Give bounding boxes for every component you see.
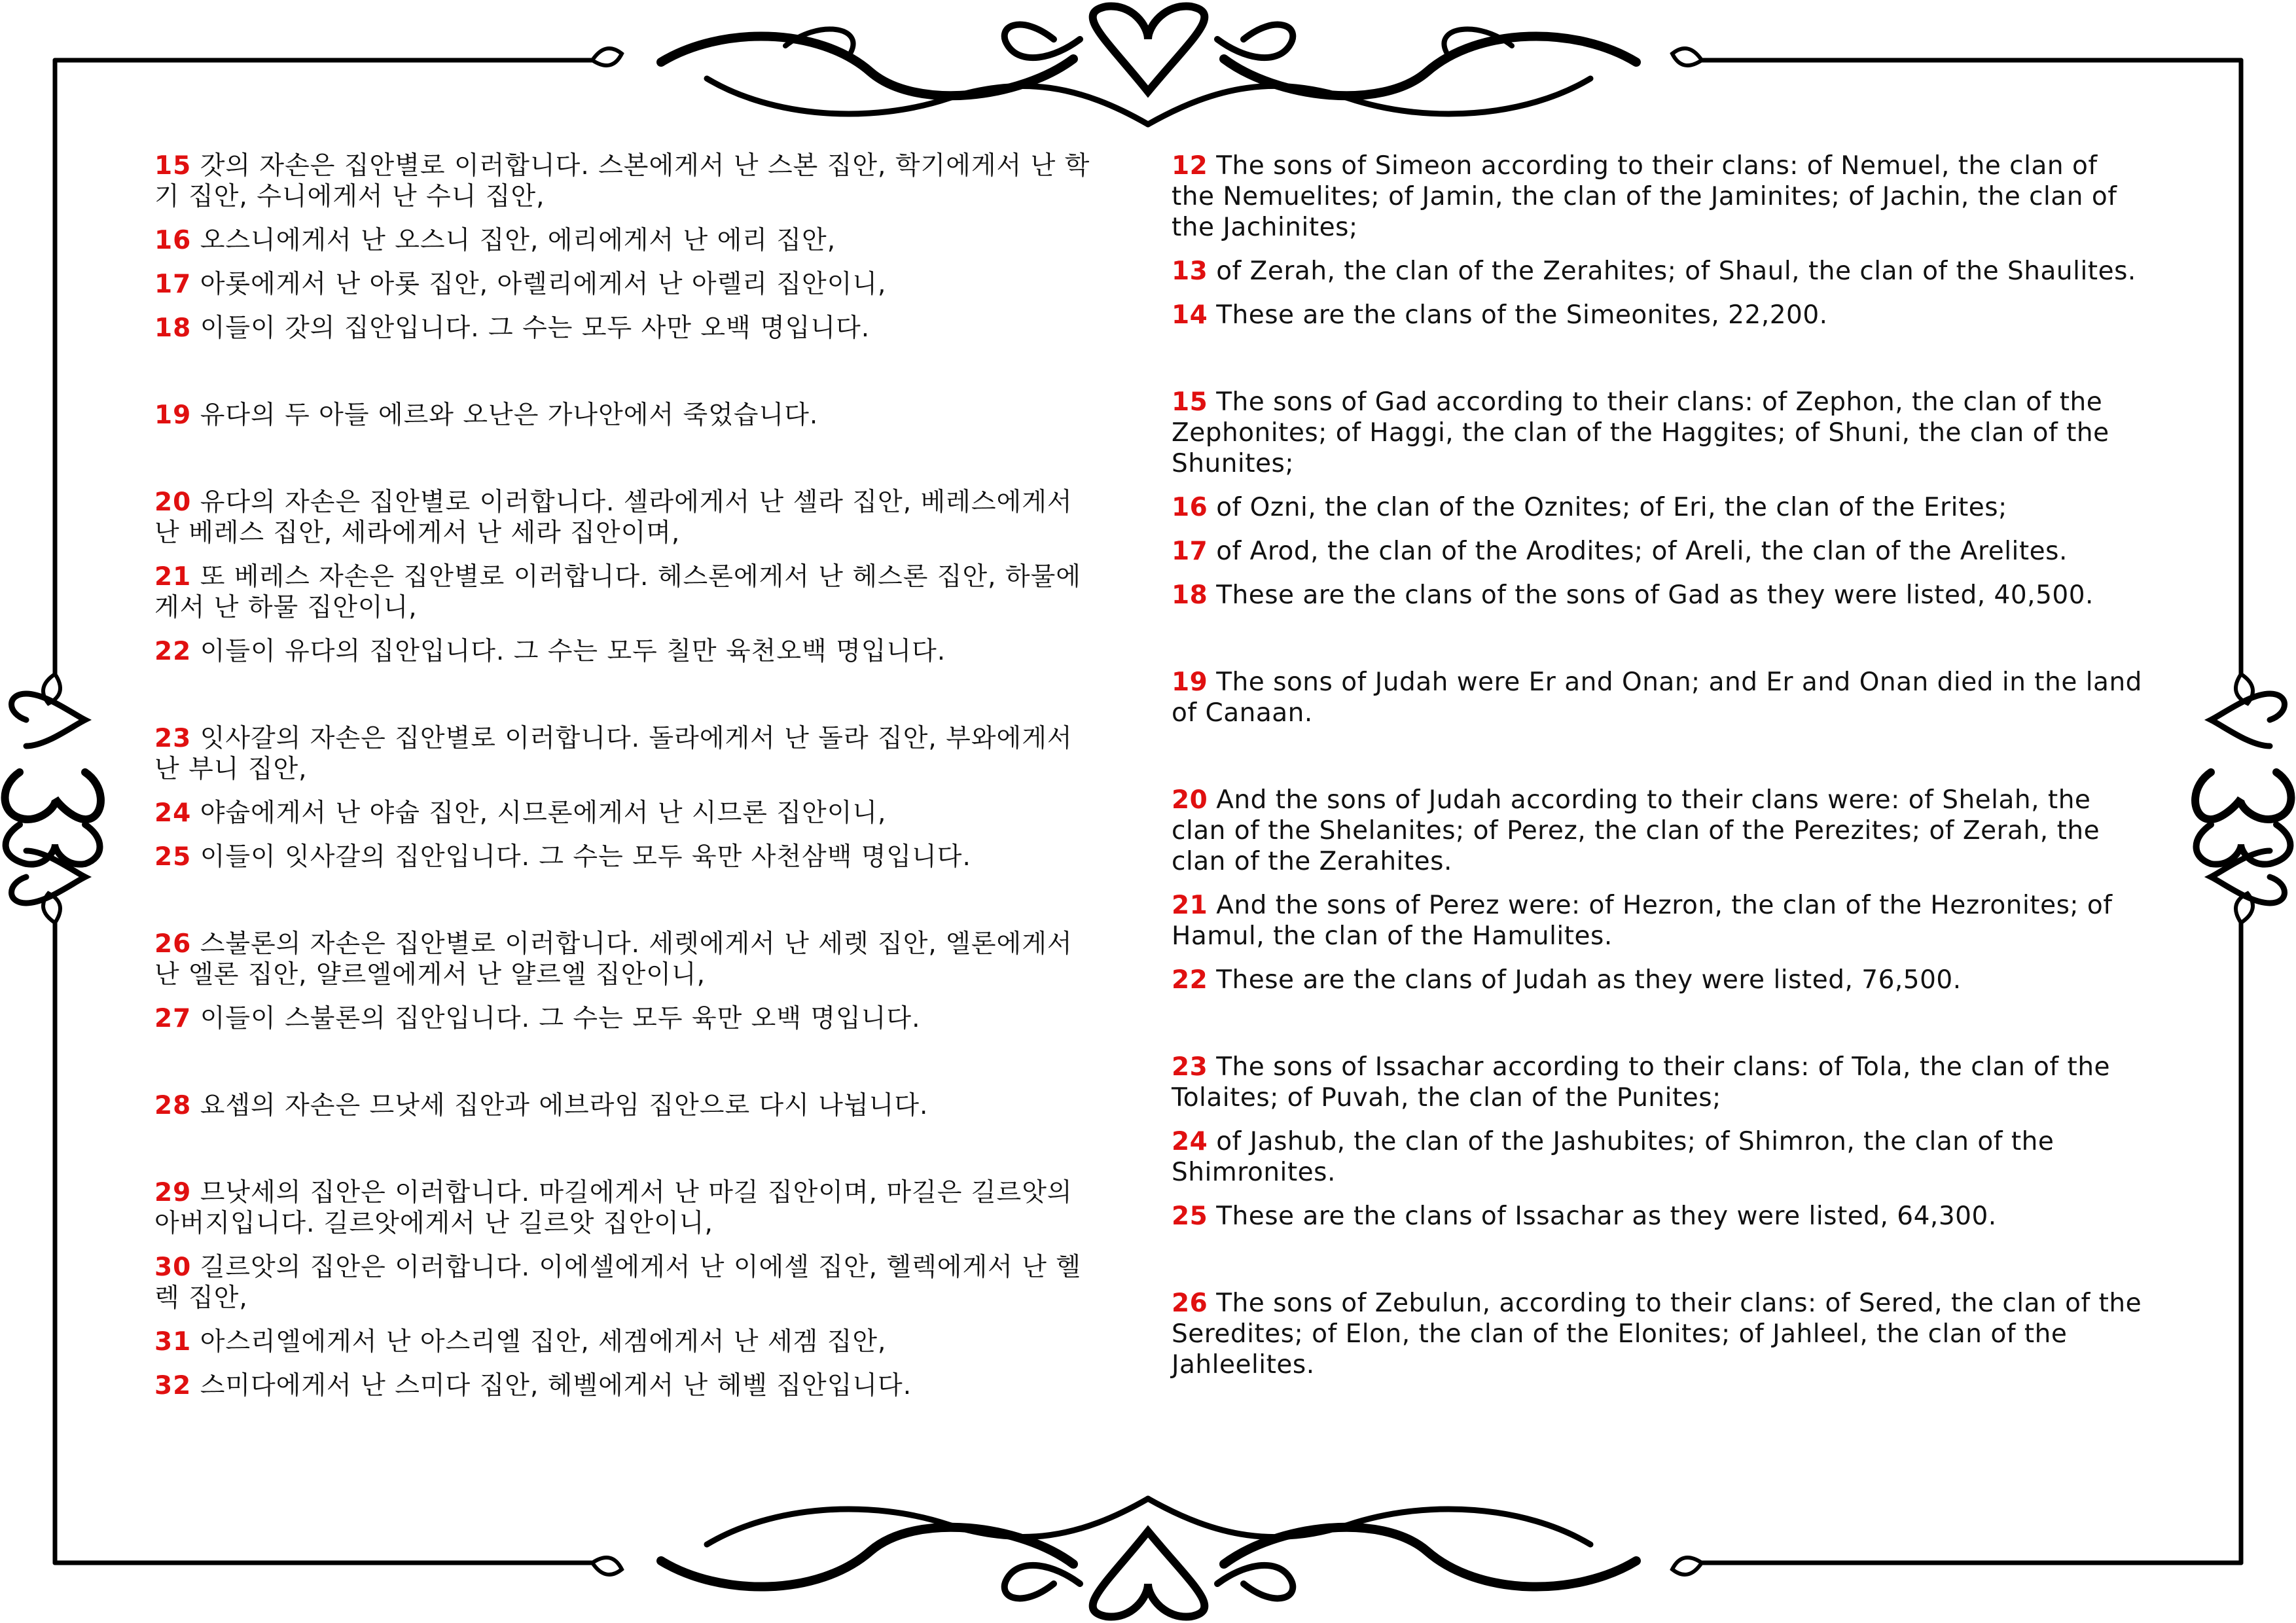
- verse-ko-24: [154, 798, 1097, 829]
- verse-text: 스불론의 자손은 집안별로 이러합니다. 세렛에게서 난 세렛 집안, 엘론에게서 난 엘론 집안, 얄르엘에게서 난 얄르엘 집안이니,: [154, 929, 1073, 990]
- left-flourish: [5, 674, 101, 923]
- verse-text: The sons of Judah were Er and Onan; and Er and Onan died in the land of Canaan.: [1172, 668, 2142, 728]
- verse-text: 오스니에게서 난 오스니 집안, 에리에게서 난 에리 집안,: [200, 226, 836, 255]
- verse-number: 24: [1172, 1127, 1208, 1156]
- verse-number: 30: [154, 1253, 192, 1282]
- verse-number: 16: [154, 226, 192, 255]
- english-column: [1172, 151, 2147, 1380]
- verse-number: 23: [154, 724, 192, 753]
- verse-en-20: [1172, 785, 2147, 877]
- verse-ko-30: [154, 1252, 1097, 1313]
- top-flourish: [592, 7, 1702, 124]
- verse-number: 23: [1172, 1052, 1208, 1082]
- verse-number: 20: [1172, 785, 1208, 815]
- verse-en-13: [1172, 256, 2147, 287]
- verse-ko-27: [154, 1003, 1097, 1034]
- verse-ko-19: [154, 400, 1097, 431]
- verse-en-21: [1172, 890, 2147, 952]
- verse-text: 이들이 잇사갈의 집안입니다. 그 수는 모두 육만 사천삼백 명입니다.: [200, 842, 971, 872]
- verse-ko-17: [154, 269, 1097, 300]
- verse-number: 24: [154, 798, 192, 828]
- verse-text: 아스리엘에게서 난 아스리엘 집안, 세겜에게서 난 세겜 집안,: [200, 1327, 887, 1357]
- verse-text: 길르앗의 집안은 이러합니다. 이에셀에게서 난 이에셀 집안, 헬렉에게서 난 헬렉 집안,: [154, 1253, 1081, 1313]
- verse-number: 20: [154, 488, 192, 517]
- verse-text: And the sons of Judah according to their clans were: of Shelah, the clan of the Shelanites; of Perez, the clan of the Perezites; of Zerah, the clan of the Zerahites.: [1172, 785, 2100, 876]
- verse-ko-23: [154, 723, 1097, 785]
- verse-text: The sons of Zebulun, according to their clans: of Sered, the clan of the Seredites; of Elon, the clan of the Elonites; of Jahleel, the clan of the Jahleelites.: [1172, 1289, 2142, 1380]
- verse-text: 잇사갈의 자손은 집안별로 이러합니다. 돌라에게서 난 돌라 집안, 부와에게서 난 부니 집안,: [154, 724, 1073, 784]
- verse-number: 27: [154, 1004, 192, 1033]
- verse-en-14: [1172, 300, 2147, 330]
- verse-number: 16: [1172, 493, 1208, 522]
- verse-text: of Jashub, the clan of the Jashubites; of Shimron, the clan of the Shimronites.: [1172, 1127, 2054, 1187]
- verse-number: 17: [1172, 537, 1208, 566]
- verse-number: 22: [154, 637, 192, 666]
- verse-number: 15: [154, 151, 192, 181]
- verse-en-26: [1172, 1288, 2147, 1380]
- verse-ko-20: [154, 487, 1097, 548]
- verse-ko-29: [154, 1177, 1097, 1239]
- verse-number: 14: [1172, 300, 1208, 330]
- verse-text: The sons of Simeon according to their clans: of Nemuel, the clan of the Nemuelites; of Jamin, the clan of the Jaminites; of Jachin, the clan of the Jachinites;: [1172, 151, 2117, 242]
- verse-text: 유다의 두 아들 에르와 오난은 가나안에서 죽었습니다.: [200, 401, 819, 430]
- verse-text: 이들이 스불론의 집안입니다. 그 수는 모두 육만 오백 명입니다.: [200, 1004, 921, 1033]
- verse-en-22: [1172, 965, 2147, 995]
- verse-text: These are the clans of the sons of Gad as they were listed, 40,500.: [1216, 580, 2094, 610]
- verse-en-23: [1172, 1052, 2147, 1113]
- verse-en-19: [1172, 667, 2147, 728]
- verse-number: 31: [154, 1327, 192, 1357]
- verse-text: 또 베레스 자손은 집안별로 이러합니다. 헤스론에게서 난 헤스론 집안, 하물에게서 난 하물 집안이니,: [154, 562, 1081, 622]
- verse-number: 18: [1172, 580, 1208, 610]
- verse-text: The sons of Issachar according to their clans: of Tola, the clan of the Tolaites; of Puvah, the clan of the Punites;: [1172, 1052, 2111, 1113]
- verse-ko-28: [154, 1090, 1097, 1121]
- verse-text: 갓의 자손은 집안별로 이러합니다. 스본에게서 난 스본 집안, 학기에게서 난 학기 집안, 수니에게서 난 수니 집안,: [154, 151, 1090, 211]
- verse-text: 므낫세의 집안은 이러합니다. 마길에게서 난 마길 집안이며, 마길은 길르앗의 아버지입니다. 길르앗에게서 난 길르앗 집안이니,: [154, 1178, 1073, 1238]
- verse-text: 야숩에게서 난 야숩 집안, 시므론에게서 난 시므론 집안이니,: [200, 798, 887, 828]
- verse-number: 17: [154, 270, 192, 299]
- verse-en-17: [1172, 536, 2147, 567]
- verse-text: These are the clans of Issachar as they were listed, 64,300.: [1216, 1202, 1997, 1231]
- verse-number: 22: [1172, 965, 1208, 995]
- verse-number: 32: [154, 1371, 192, 1400]
- verse-text: of Zerah, the clan of the Zerahites; of Shaul, the clan of the Shaulites.: [1216, 257, 2136, 286]
- verse-text: 아롯에게서 난 아롯 집안, 아렐리에게서 난 아렐리 집안이니,: [200, 270, 887, 299]
- verse-en-24: [1172, 1126, 2147, 1188]
- verse-number: 21: [154, 562, 192, 592]
- verse-ko-32: [154, 1370, 1097, 1401]
- verse-number: 19: [154, 401, 192, 430]
- bottom-flourish: [592, 1499, 1702, 1616]
- verse-ko-15: [154, 151, 1097, 212]
- verse-number: 21: [1172, 891, 1208, 920]
- right-flourish: [2195, 674, 2291, 923]
- verse-number: 15: [1172, 387, 1208, 417]
- verse-ko-18: [154, 313, 1097, 344]
- verse-number: 25: [154, 842, 192, 872]
- verse-text: of Arod, the clan of the Arodites; of Areli, the clan of the Arelites.: [1216, 537, 2068, 566]
- verse-ko-22: [154, 636, 1097, 667]
- verse-en-16: [1172, 492, 2147, 523]
- verse-text: 스미다에게서 난 스미다 집안, 헤벨에게서 난 헤벨 집안입니다.: [200, 1371, 912, 1400]
- verse-ko-16: [154, 225, 1097, 256]
- verse-number: 13: [1172, 257, 1208, 286]
- verse-text: And the sons of Perez were: of Hezron, the clan of the Hezronites; of Hamul, the clan of the Hamulites.: [1172, 891, 2113, 951]
- verse-en-18: [1172, 580, 2147, 611]
- verse-ko-21: [154, 562, 1097, 623]
- verse-en-25: [1172, 1201, 2147, 1232]
- verse-text: These are the clans of the Simeonites, 22,200.: [1216, 300, 1828, 330]
- verse-number: 19: [1172, 668, 1208, 697]
- verse-ko-26: [154, 929, 1097, 990]
- verse-text: 이들이 유다의 집안입니다. 그 수는 모두 칠만 육천오백 명입니다.: [200, 637, 946, 666]
- verse-en-15: [1172, 387, 2147, 479]
- verse-ko-31: [154, 1327, 1097, 1357]
- korean-column: [154, 151, 1097, 1401]
- verse-ko-25: [154, 842, 1097, 872]
- verse-text: 이들이 갓의 집안입니다. 그 수는 모두 사만 오백 명입니다.: [200, 313, 870, 343]
- verse-number: 18: [154, 313, 192, 343]
- verse-number: 29: [154, 1178, 192, 1207]
- verse-number: 26: [154, 929, 192, 959]
- verse-text: 요셉의 자손은 므낫세 집안과 에브라임 집안으로 다시 나뉩니다.: [200, 1091, 929, 1120]
- verse-text: These are the clans of Judah as they were listed, 76,500.: [1216, 965, 1962, 995]
- verse-text: of Ozni, the clan of the Oznites; of Eri, the clan of the Erites;: [1216, 493, 2007, 522]
- verse-number: 25: [1172, 1202, 1208, 1231]
- verse-text: The sons of Gad according to their clans: of Zephon, the clan of the Zephonites; of Haggi, the clan of the Haggites; of Shuni, the clan of the Shunites;: [1172, 387, 2109, 478]
- verse-number: 28: [154, 1091, 192, 1120]
- verse-number: 26: [1172, 1289, 1208, 1318]
- verse-text: 유다의 자손은 집안별로 이러합니다. 셀라에게서 난 셀라 집안, 베레스에게서 난 베레스 집안, 세라에게서 난 세라 집안이며,: [154, 488, 1073, 548]
- verse-number: 12: [1172, 151, 1208, 181]
- verse-en-12: [1172, 151, 2147, 243]
